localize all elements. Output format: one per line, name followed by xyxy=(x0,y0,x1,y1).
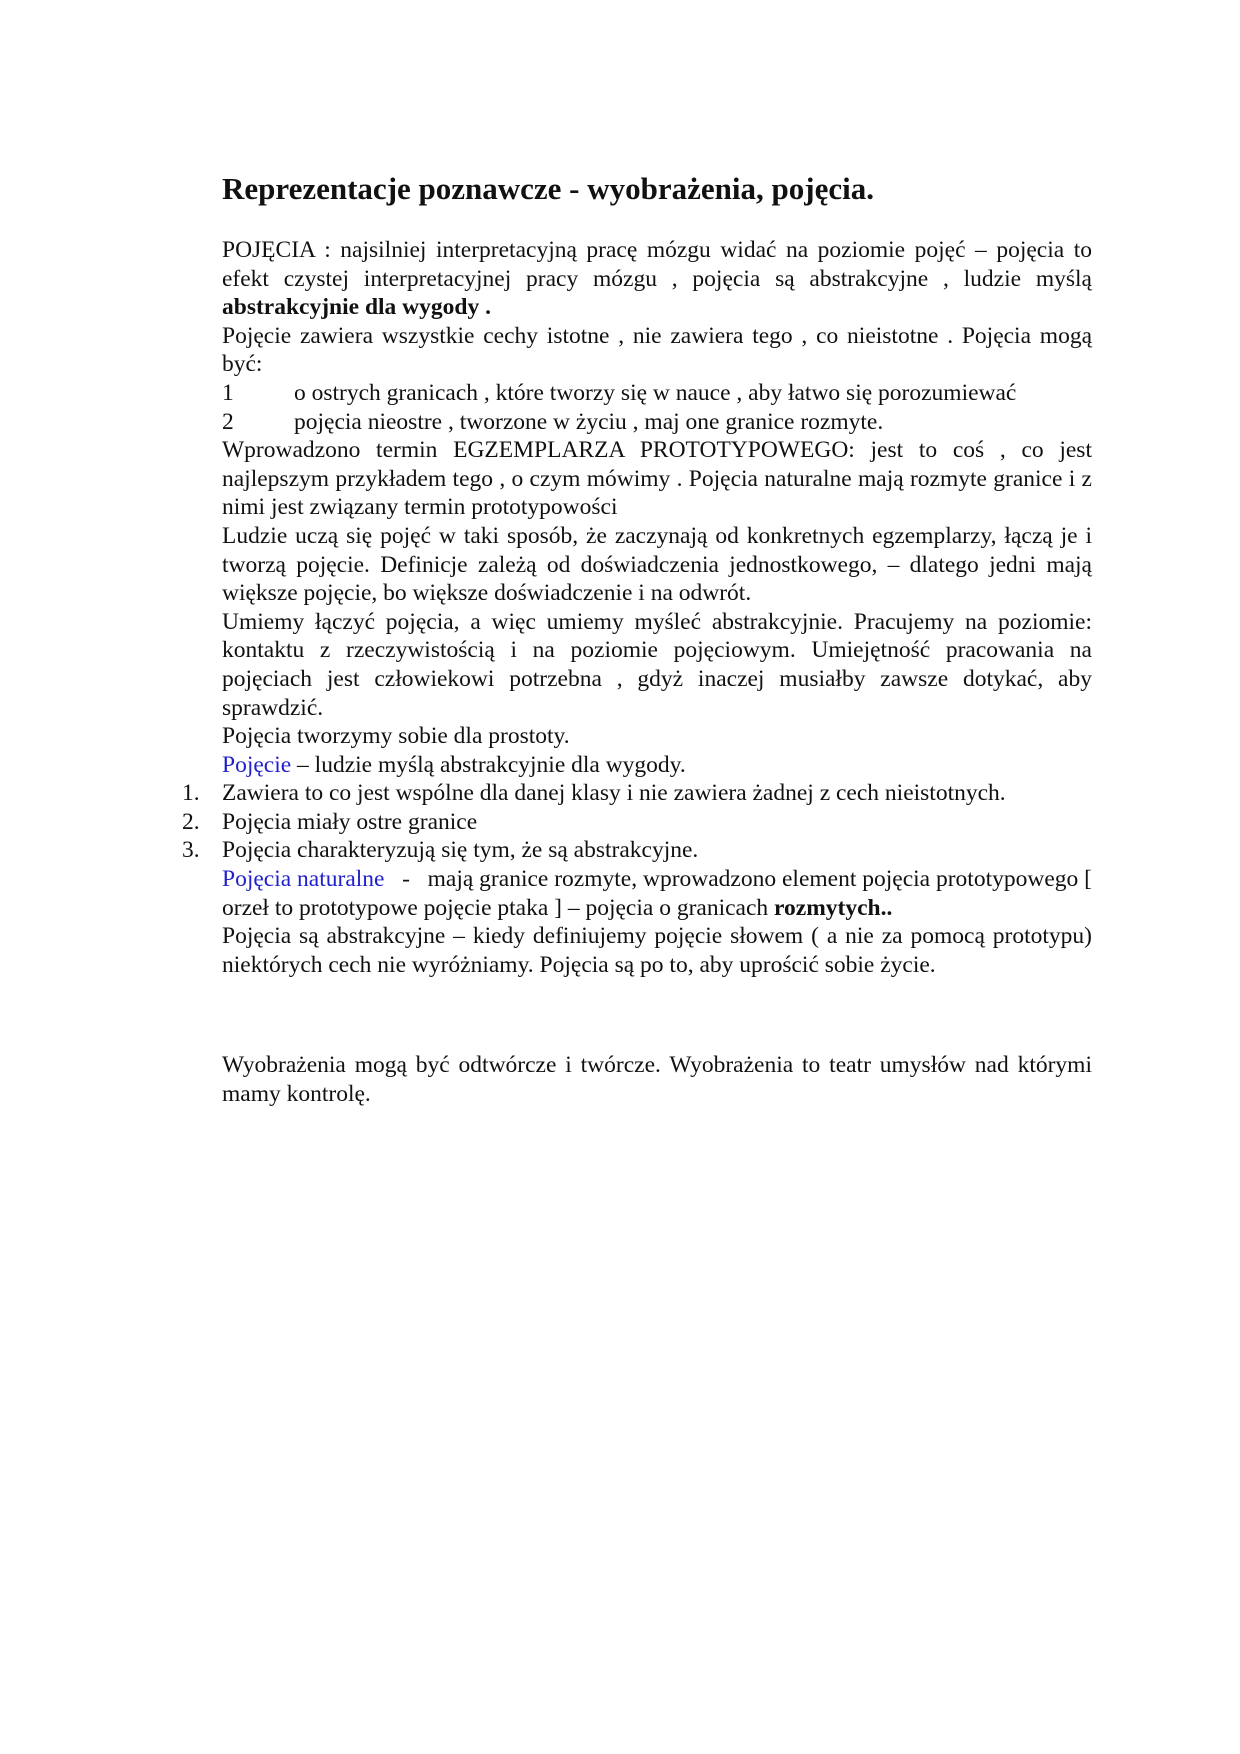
list-item xyxy=(182,779,1092,808)
list-text: Zawiera to co jest wspólne dla danej klasy i nie zawiera żadnej z cech nieistotnych. xyxy=(222,780,1006,807)
intro-paragraph xyxy=(222,236,1092,322)
enum-item xyxy=(222,379,1092,408)
paragraph-9: Pojęcia są abstrakcyjne – kiedy definiujemy pojęcie słowem ( a nie za pomocą prototypu) niektórych cech nie wyróżniamy. Pojęcia są po to, aby uprościć sobie życie. xyxy=(222,923,1092,978)
paragraph-4: Ludzie uczą się pojęć w taki sposób, że zaczynają od konkretnych egzemplarzy, łączą je i tworzą pojęcie. Definicje zależą od doświadczenia jednostkowego, – dlatego jedni mają większe pojęcie, bo większe doświadczenie i na odwrót. xyxy=(222,522,1092,607)
list-number: 2. xyxy=(182,808,200,835)
paragraph-7-text: – ludzie myślą abstrakcyjnie dla wygody. xyxy=(291,751,686,778)
term-pojecie: Pojęcie xyxy=(222,751,292,778)
intro-bold-text: abstrakcyjnie dla wygody . xyxy=(222,294,491,321)
list-number: 3. xyxy=(182,837,200,864)
paragraph-spacer xyxy=(222,979,1092,1051)
paragraph-10: Wyobrażenia mogą być odtwórcze i twórcze. Wyobrażenia to teatr umysłów nad którymi mamy kontrolę. xyxy=(222,1052,1092,1108)
list-item xyxy=(182,808,1092,837)
document-title: Reprezentacje poznawcze - wyobrażenia, pojęcia. xyxy=(222,171,874,206)
list-number: 1. xyxy=(182,780,200,807)
enum-number: 1 xyxy=(222,379,234,406)
list-text: Pojęcia charakteryzują się tym, że są abstrakcyjne. xyxy=(222,837,699,864)
list-item xyxy=(182,836,1092,865)
paragraph-8-bold: rozmytych.. xyxy=(774,894,893,921)
paragraph-6: Pojęcia tworzymy sobie dla prostoty. xyxy=(222,723,570,750)
term-pojecia-naturalne: Pojęcia naturalne xyxy=(222,866,385,893)
enum-number: 2 xyxy=(222,408,234,435)
paragraph-8 xyxy=(222,865,1098,922)
list-text: Pojęcia miały ostre granice xyxy=(222,808,478,835)
enum-text: o ostrych granicach , które tworzy się w nauce , aby łatwo się porozumiewać xyxy=(294,379,1017,406)
paragraph-7 xyxy=(222,751,1092,780)
paragraph-2: Pojęcie zawiera wszystkie cechy istotne , nie zawiera tego , co nieistotne . Pojęcia mogą być: xyxy=(222,322,1092,378)
numbered-list xyxy=(182,779,1092,865)
paragraph-3: Wprowadzono termin EGZEMPLARZA PROTOTYPOWEGO: jest to coś , co jest najlepszym przykładem tego , o czym mówimy . Pojęcia naturalne mają rozmyte granice i z nimi jest związany termin prototypowości xyxy=(222,437,1092,521)
enum-text: pojęcia nieostre , tworzone w życiu , maj one granice rozmyte. xyxy=(294,408,884,435)
paragraph-8-text: - mają granice rozmyte, wprowadzono element pojęcia prototypowego [ orzeł to prototypowe pojęcie ptaka ] – pojęcia o granicach xyxy=(222,866,1098,921)
document-body xyxy=(182,170,1098,1109)
intro-text: POJĘCIA : najsilniej interpretacyjną pracę mózgu widać na poziomie pojęć – pojęcia to efekt czystej interpretacyjnej pracy mózgu , pojęcia są abstrakcyjne , ludzie myślą xyxy=(222,237,1092,292)
enum-item xyxy=(222,408,1092,437)
paragraph-5: Umiemy łączyć pojęcia, a więc umiemy myśleć abstrakcyjnie. Pracujemy na poziomie: kontaktu z rzeczywistością i na poziomie pojęciowym. Umiejętność pracowania na pojęciach jest człowiekowi potrzebna , gdyż inaczej musiałby zawsze dotykać, aby sprawdzić. xyxy=(222,608,1092,721)
